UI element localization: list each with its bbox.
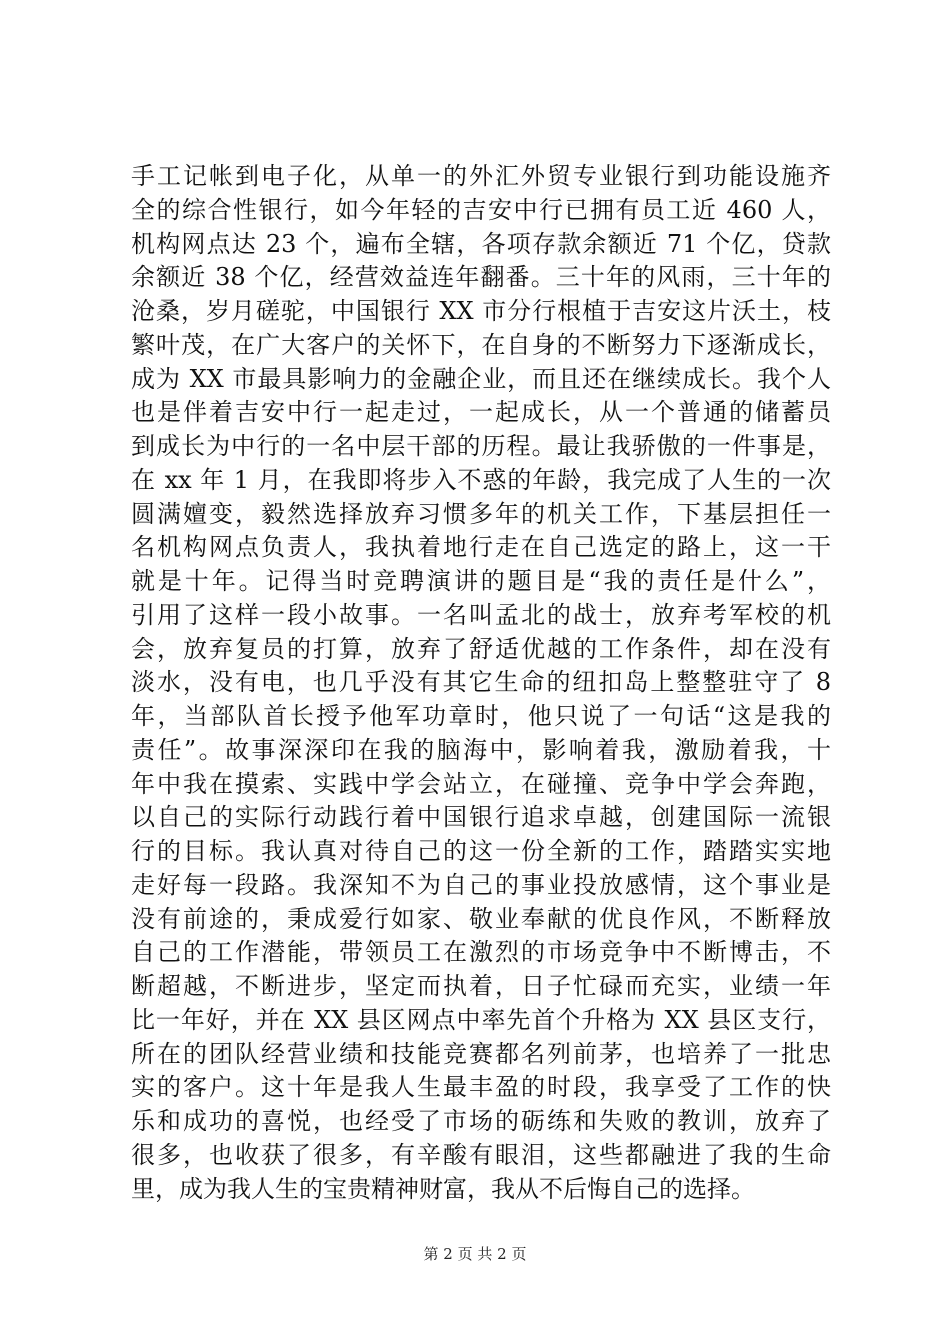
text-line: 圆满嬗变，毅然选择放弃习惯多年的机关工作，下基层担任一 xyxy=(131,499,831,528)
text-line: 自己的工作潜能，带领员工在激烈的市场竞争中不断博击，不 xyxy=(131,938,831,967)
text-line: 年，当部队首长授予他军功章时，他只说了一句话“这是我的 xyxy=(131,702,831,730)
text-line: 名机构网点负责人，我执着地行走在自己选定的路上，这一干 xyxy=(131,533,831,562)
text-line: 繁叶茂，在广大客户的关怀下，在自身的不断努力下逐渐成长， xyxy=(131,330,831,359)
text-line: 没有前途的，秉成爱行如家、敬业奉献的优良作风，不断释放 xyxy=(131,904,831,933)
page-number-footer: 第 2 页 共 2 页 xyxy=(423,1245,527,1263)
text-line: 在 xx 年 1 月，在我即将步入不惑的年龄，我完成了人生的一次 xyxy=(131,465,831,494)
text-line: 全的综合性银行，如今年轻的吉安中行已拥有员工近 460 人， xyxy=(131,195,831,224)
text-line: 会，放弃复员的打算，放弃了舒适优越的工作条件，却在没有 xyxy=(131,634,831,663)
text-line: 很多，也收获了很多，有辛酸有眼泪，这些都融进了我的生命 xyxy=(131,1140,831,1169)
body-paragraph xyxy=(131,160,831,1206)
text-line: 手工记帐到电子化，从单一的外汇外贸专业银行到功能设施齐 xyxy=(131,162,831,190)
text-line: 淡水，没有电，也几乎没有其它生命的纽扣岛上整整驻守了 8 xyxy=(131,668,831,697)
text-line: 以自己的实际行动践行着中国银行追求卓越，创建国际一流银 xyxy=(131,803,831,832)
text-line: 断超越，不断进步，坚定而执着，日子忙碌而充实，业绩一年 xyxy=(131,972,831,1000)
text-line: 所在的团队经营业绩和技能竞赛都名列前茅，也培养了一批忠 xyxy=(131,1039,831,1068)
text-line: 就是十年。记得当时竞聘演讲的题目是“我的责任是什么”， xyxy=(131,567,831,595)
text-line: 到成长为中行的一名中层干部的历程。最让我骄傲的一件事是， xyxy=(131,432,831,460)
text-line: 走好每一段路。我深知不为自己的事业投放感情，这个事业是 xyxy=(131,870,831,899)
text-line: 沧桑，岁月磋驼，中国银行 XX 市分行根植于吉安这片沃土，枝 xyxy=(131,297,831,325)
text-line: 余额近 38 个亿，经营效益连年翻番。三十年的风雨，三十年的 xyxy=(131,263,831,292)
text-line: 比一年好，并在 XX 县区网点中率先首个升格为 XX 县区支行， xyxy=(131,1005,831,1034)
text-line: 行的目标。我认真对待自己的这一份全新的工作，踏踏实实地 xyxy=(131,837,831,865)
text-line: 实的客户。这十年是我人生最丰盈的时段，我享受了工作的快 xyxy=(131,1073,831,1102)
text-line: 年中我在摸索、实践中学会站立，在碰撞、竞争中学会奔跑， xyxy=(131,769,831,798)
text-line: 引用了这样一段小故事。一名叫孟北的战士，放弃考军校的机 xyxy=(131,600,831,629)
text-line: 责任”。故事深深印在我的脑海中，影响着我，激励着我，十 xyxy=(131,735,831,764)
text-line: 也是伴着吉安中行一起走过，一起成长，从一个普通的储蓄员 xyxy=(131,398,831,427)
text-line: 里，成为我人生的宝贵精神财富，我从不后悔自己的选择。 xyxy=(131,1174,755,1203)
text-line: 机构网点达 23 个，遍布全辖，各项存款余额近 71 个亿，贷款 xyxy=(131,229,831,258)
text-line: 乐和成功的喜悦，也经受了市场的砺练和失败的教训，放弃了 xyxy=(131,1107,831,1135)
text-line: 成为 XX 市最具影响力的金融企业，而且还在继续成长。我个人 xyxy=(131,364,831,393)
